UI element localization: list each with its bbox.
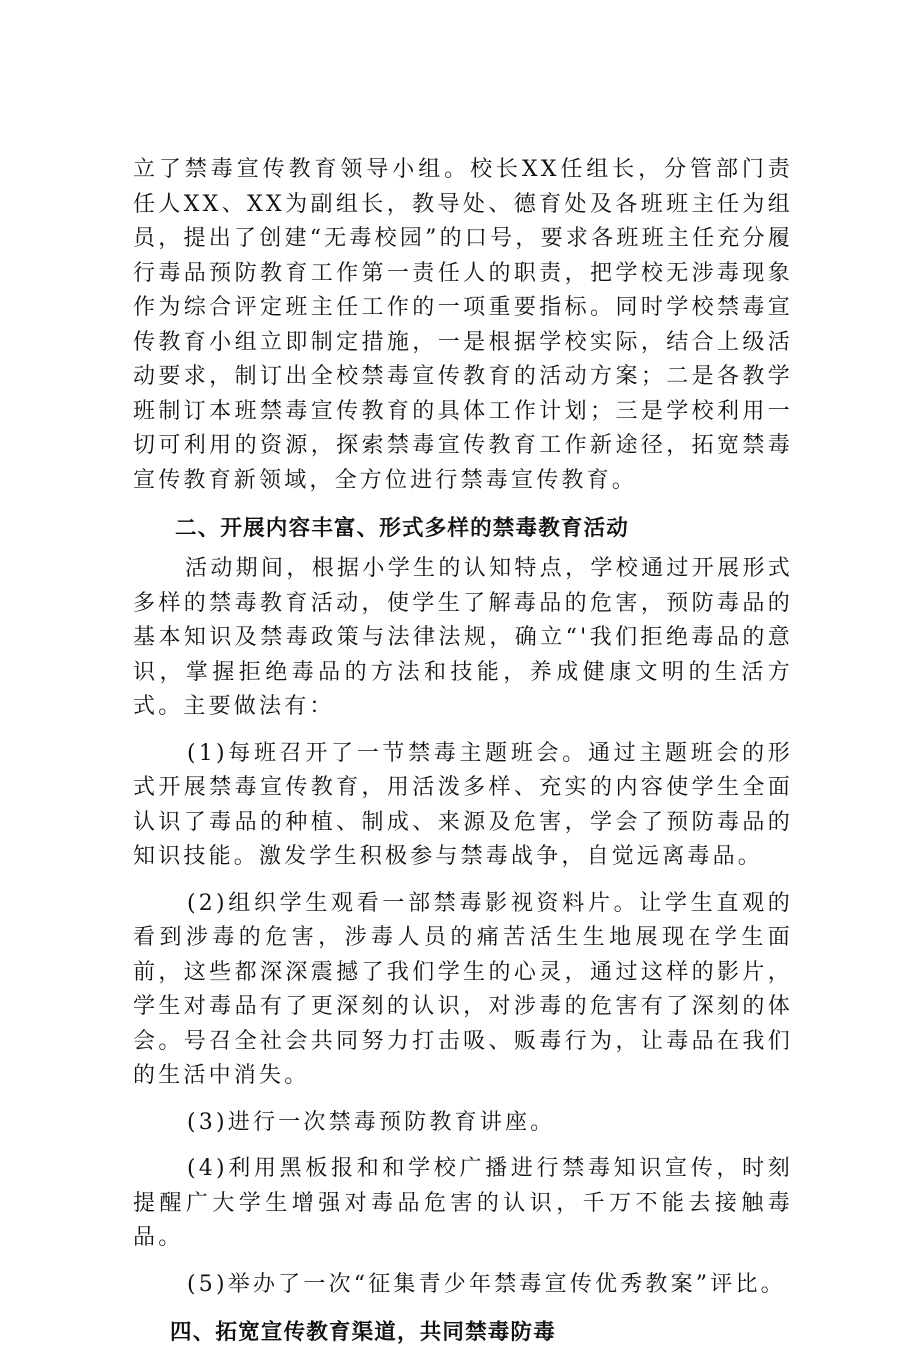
- list-item-3: (3)进行一次禁毒预防教育讲座。: [187, 1109, 556, 1135]
- list-item-5: (5)举办了一次“征集青少年禁毒宣传优秀教案”评比。: [187, 1271, 786, 1297]
- section-2-heading: 二、开展内容丰富、形式多样的禁毒教育活动: [175, 516, 630, 541]
- list-item-2: (2)组织学生观看一部禁毒影视资料片。让学生直观的看到涉毒的危害，涉毒人员的痛苦活生生地展现在学生面前，这些都深深震撼了我们学生的心灵，通过这样的影片，学生对毒品有了更深刻的认识，对涉毒的危害有了深刻的体会。号召全社会共同努力打击吸、贩毒行为，让毒品在我们的生活中消失。: [133, 890, 793, 1088]
- document-page: [133, 153, 793, 1350]
- list-item-1: (1)每班召开了一节禁毒主题班会。通过主题班会的形式开展禁毒宣传教育，用活泼多样、充实的内容使学生全面认识了毒品的种植、制成、来源及危害，学会了预防毒品的知识技能。激发学生积极参与禁毒战争，自觉远离毒品。: [133, 740, 793, 869]
- section-2-lead-paragraph: 活动期间，根据小学生的认知特点，学校通过开展形式多样的禁毒教育活动，使学生了解毒品的危害，预防毒品的基本知识及禁毒政策与法律法规，确立“'我们拒绝毒品的意识，掌握拒绝毒品的方法和技能，养成健康文明的生活方式。主要做法有：: [133, 556, 793, 719]
- list-item-4: (4)利用黑板报和和学校广播进行禁毒知识宣传，时刻提醒广大学生增强对毒品危害的认识，千万不能去接触毒品。: [133, 1156, 793, 1250]
- intro-paragraph: 立了禁毒宣传教育领导小组。校长XX任组长，分管部门责任人XX、XX为副组长，教导处、德育处及各班班主任为组员，提出了创建“无毒校园”的口号，要求各班班主任充分履行毒品预防教育工作第一责任人的职责，把学校无涉毒现象作为综合评定班主任工作的一项重要指标。同时学校禁毒宣传教育小组立即制定措施，一是根据学校实际，结合上级活动要求，制订出全校禁毒宣传教育的活动方案；二是各教学班制订本班禁毒宣传教育的具体工作计划；三是学校利用一切可利用的资源，探索禁毒宣传教育工作新途径，拓宽禁毒宣传教育新领域，全方位进行禁毒宣传教育。: [133, 157, 793, 493]
- section-4-heading: 四、拓宽宣传教育渠道，共同禁毒防毒: [170, 1320, 556, 1345]
